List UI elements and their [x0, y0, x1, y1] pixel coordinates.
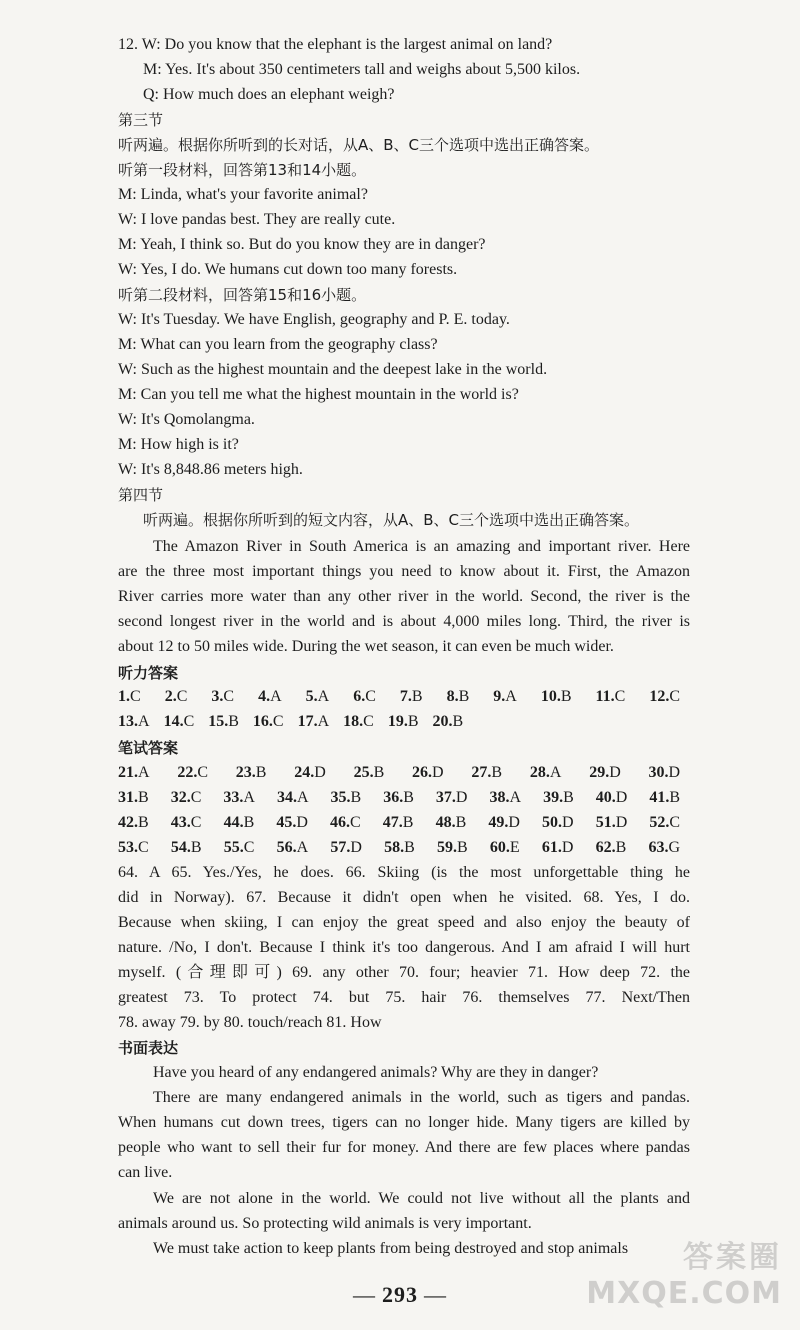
- text-line: M: What can you learn from the geography class?: [118, 336, 438, 353]
- answer-item: 39.B: [543, 789, 574, 806]
- answer-line: nature. /No, I don't. Because I think it's too dangerous. And I am afraid I will hurt: [118, 939, 690, 956]
- answer-row: [118, 762, 690, 784]
- section-title: 第四节: [118, 486, 164, 504]
- essay-line: can live.: [118, 1164, 173, 1181]
- answer-item: 38.A: [489, 789, 522, 806]
- answer-item: 45.D: [276, 814, 308, 831]
- passage-line: second longest river in the world and is about 4,000 miles long. Third, the river is: [118, 613, 690, 630]
- text-line: Q: How much does an elephant weigh?: [143, 86, 395, 103]
- answer-row: [118, 787, 690, 809]
- answer-item: 62.B: [595, 839, 627, 856]
- text-line: W: Such as the highest mountain and the deepest lake in the world.: [118, 361, 548, 378]
- passage-line: River carries more water than any other river in the world. Second, the river is the: [118, 588, 690, 605]
- answer-item: 24.D: [294, 764, 326, 781]
- answer-item: 43.C: [170, 814, 202, 831]
- answer-item: 14.C: [163, 713, 195, 730]
- page-number-dash-left: —: [353, 1282, 376, 1307]
- text-line: W: It's 8,848.86 meters high.: [118, 461, 303, 478]
- answer-item: 1.C: [118, 688, 141, 705]
- instruction-line: 听两遍。根据你所听到的长对话，从A、B、C三个选项中选出正确答案。: [118, 136, 600, 154]
- answer-item: 59.B: [437, 839, 468, 856]
- answer-item: 9.A: [493, 688, 517, 705]
- passage-line: about 12 to 50 miles wide. During the wet season, it can even be much wider.: [118, 638, 614, 655]
- answer-item: 12.C: [649, 688, 681, 705]
- answer-item: 26.D: [412, 764, 444, 781]
- answer-item: 44.B: [223, 814, 255, 831]
- essay-line: When humans cut down trees, tigers can no longer hide. Many tigers are killed by: [118, 1114, 690, 1131]
- listening-answers-heading: 听力答案: [118, 664, 179, 682]
- answer-item: 34.A: [276, 789, 309, 806]
- instruction-line: 听第一段材料，回答第13和14小题。: [118, 161, 367, 179]
- essay-line: There are many endangered animals in the world, such as tigers and pandas.: [153, 1089, 690, 1106]
- passage-line: are the three most important things you need to know about it. First, the Amazon: [118, 563, 690, 580]
- text-line: W: Yes, I do. We humans cut down too many forests.: [118, 261, 458, 278]
- answer-item: 22.C: [177, 764, 209, 781]
- answer-item: 32.C: [170, 789, 202, 806]
- answer-item: 5.A: [305, 688, 330, 705]
- answer-item: 51.D: [595, 814, 628, 831]
- answer-item: 3.C: [211, 688, 235, 705]
- answer-item: 63.G: [648, 839, 681, 856]
- text-line: 12. W: Do you know that the elephant is the largest animal on land?: [118, 36, 553, 53]
- text-line: W: It's Tuesday. We have English, geography and P. E. today.: [118, 311, 510, 328]
- answer-item: 29.D: [589, 764, 621, 781]
- answer-item: 23.B: [235, 764, 267, 781]
- essay-line: We are not alone in the world. We could not live without all the plants and: [153, 1190, 690, 1207]
- answer-item: 53.C: [118, 839, 149, 856]
- answer-row: [118, 686, 690, 708]
- answer-item: 16.C: [252, 713, 284, 730]
- essay-line: We must take action to keep plants from being destroyed and stop animals: [153, 1240, 629, 1257]
- answer-item: 58.B: [384, 839, 415, 856]
- written-answers-heading: 笔试答案: [118, 739, 179, 757]
- answer-line: Because when skiing, I can enjoy the great speed and also enjoy the beauty of: [118, 914, 690, 931]
- answer-row: [118, 812, 690, 834]
- text-line: M: Linda, what's your favorite animal?: [118, 186, 368, 203]
- answer-row: [118, 711, 690, 733]
- answer-line: myself. (合理即可) 69. any other 70. four; heavier 71. How deep 72. the: [118, 964, 690, 981]
- answer-row: [118, 837, 690, 859]
- answer-item: 42.B: [118, 814, 149, 831]
- answer-item: 61.D: [541, 839, 574, 856]
- answer-item: 48.B: [435, 814, 467, 831]
- answer-item: 21.A: [118, 764, 150, 781]
- answer-item: 57.D: [330, 839, 362, 856]
- answer-item: 7.B: [399, 688, 423, 705]
- answer-item: 30.D: [648, 764, 681, 781]
- answer-item: 55.C: [223, 839, 255, 856]
- answer-item: 18.C: [343, 713, 374, 730]
- answer-item: 17.A: [297, 713, 330, 730]
- answer-line: 78. away 79. by 80. touch/reach 81. How: [118, 1014, 382, 1031]
- section-title: 第三节: [118, 111, 164, 129]
- answer-item: 13.A: [118, 713, 150, 730]
- text-line: W: It's Qomolangma.: [118, 411, 255, 428]
- answer-item: 46.C: [330, 814, 361, 831]
- text-line: M: Can you tell me what the highest mountain in the world is?: [118, 386, 519, 403]
- watermark-top-text: 答案圈: [683, 1240, 782, 1275]
- answer-line: greatest 73. To protect 74. but 75. hair 76. themselves 77. Next/Then: [118, 989, 690, 1006]
- page-number-value: 293: [382, 1282, 418, 1307]
- answer-item: 31.B: [118, 789, 149, 806]
- essay-line: Have you heard of any endangered animals? Why are they in danger?: [153, 1064, 599, 1081]
- text-line: M: How high is it?: [118, 436, 239, 453]
- answer-item: 52.C: [649, 814, 681, 831]
- answer-item: 20.B: [432, 713, 464, 730]
- writing-heading: 书面表达: [118, 1039, 179, 1057]
- page-number-dash-right: —: [424, 1282, 447, 1307]
- answer-item: 11.C: [595, 688, 626, 705]
- answer-item: 37.D: [435, 789, 468, 806]
- answer-item: 36.B: [383, 789, 414, 806]
- answer-line: 64. A 65. Yes./Yes, he does. 66. Skiing (is the most unforgettable thing he: [118, 864, 690, 881]
- answer-item: 28.A: [529, 764, 562, 781]
- text-line: M: Yes. It's about 350 centimeters tall and weighs about 5,500 kilos.: [143, 61, 581, 78]
- text-line: M: Yeah, I think so. But do you know they are in danger?: [118, 236, 486, 253]
- site-watermark-logo: [572, 1232, 782, 1322]
- answer-item: 27.B: [471, 764, 503, 781]
- instruction-line: 听两遍。根据你所听到的短文内容，从A、B、C三个选项中选出正确答案。: [143, 511, 640, 529]
- answer-item: 10.B: [540, 688, 572, 705]
- answer-item: 15.B: [208, 713, 239, 730]
- text-line: W: I love pandas best. They are really cute.: [118, 211, 396, 228]
- answer-item: 4.A: [258, 688, 282, 705]
- instruction-line: 听第二段材料，回答第15和16小题。: [118, 286, 367, 304]
- answer-item: 41.B: [649, 789, 680, 806]
- answer-item: 8.B: [446, 688, 470, 705]
- answer-item: 19.B: [387, 713, 419, 730]
- answer-item: 2.C: [164, 688, 188, 705]
- passage-line: The Amazon River in South America is an amazing and important river. Here: [153, 538, 690, 555]
- answer-item: 25.B: [353, 764, 385, 781]
- answer-line: did in Norway). 67. Because it didn't open when he visited. 68. Yes, I do.: [118, 889, 690, 906]
- answer-item: 35.B: [330, 789, 362, 806]
- essay-line: animals around us. So protecting wild animals is very important.: [118, 1215, 532, 1232]
- answer-item: 40.D: [595, 789, 628, 806]
- watermark-bottom-text: MXQE.COM: [586, 1276, 782, 1311]
- answer-item: 6.C: [353, 688, 376, 705]
- answer-item: 33.A: [223, 789, 255, 806]
- answer-item: 50.D: [542, 814, 574, 831]
- answer-item: 60.E: [489, 839, 520, 856]
- answer-item: 54.B: [170, 839, 202, 856]
- essay-line: people who want to sell their fur for money. And there are few places where pandas: [118, 1139, 690, 1156]
- answer-item: 49.D: [488, 814, 520, 831]
- answer-item: 47.B: [382, 814, 414, 831]
- answer-item: 56.A: [276, 839, 309, 856]
